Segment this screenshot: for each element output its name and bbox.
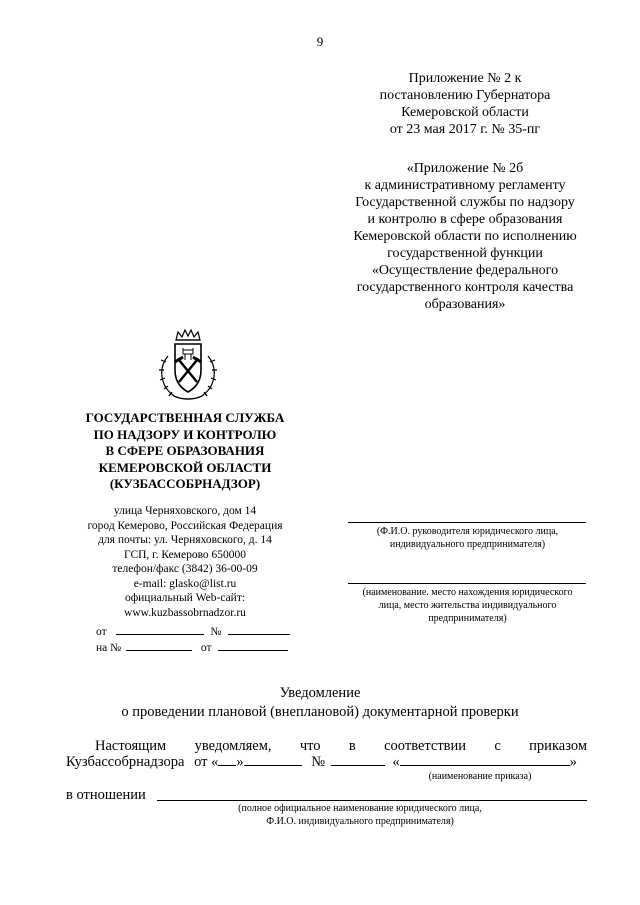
reference-date-field[interactable] [218, 639, 288, 651]
relation-subject-field[interactable] [157, 800, 587, 801]
address-line: официальный Web-сайт: [124, 592, 246, 604]
recipient-name-caption [340, 525, 595, 551]
address-line: телефон/факс (3842) 36-00-09 [112, 563, 258, 575]
recipient-address-caption [340, 586, 595, 625]
appendix-2b-line: к административному регламенту [364, 178, 566, 193]
order-date-close: » [236, 754, 244, 770]
date-from-label: от [200, 642, 212, 654]
caption-line: индивидуального предпринимателя) [389, 539, 546, 550]
appendix-header [340, 70, 590, 138]
address-website: www.kuzbassobrnadzor.ru [124, 606, 246, 619]
number-label: № [210, 626, 222, 638]
appendix-2b-line: образования» [424, 297, 506, 312]
notice-subtitle: о проведении плановой (внеплановой) документарной проверки [121, 704, 519, 720]
caption-line: (полное официальное наименование юридического лица, [238, 803, 482, 814]
caption-line: предпринимателя) [428, 613, 507, 624]
appendix-header-line: постановлению Губернатора [379, 88, 551, 103]
caption-line: (Ф.И.О. руководителя юридического лица, [376, 526, 559, 537]
appendix-2b-line: Государственной службы по надзору [355, 195, 575, 210]
appendix-2b-line: и контролю в сфере образования [367, 212, 563, 227]
body-word: в [348, 738, 356, 754]
outgoing-date-number [96, 623, 290, 655]
reference-row [96, 639, 290, 655]
number-field[interactable] [228, 623, 290, 635]
order-month-field[interactable] [244, 754, 302, 766]
address-line: для почты: ул. Черняховского, д. 14 [98, 534, 272, 546]
address-line: город Кемерово, Российская Федерация [87, 519, 283, 532]
organization-name-line: В СФЕРЕ ОБРАЗОВАНИЯ [105, 443, 265, 458]
order-day-field[interactable] [218, 754, 236, 766]
org-short-name: Кузбассобрнадзора [66, 754, 185, 770]
body-word: уведомляем, [194, 738, 272, 754]
date-field[interactable] [116, 623, 204, 635]
appendix-2b-header [330, 160, 600, 313]
notice-body-line-1 [95, 738, 587, 755]
order-name-open: « [392, 754, 400, 770]
notice-body-line-2 [66, 754, 577, 771]
caption-line: лица, место жительства индивидуального [378, 600, 557, 611]
body-word: Настоящим [95, 738, 167, 754]
order-date-open: от « [194, 754, 219, 770]
appendix-header-line: Кемеровской области [401, 105, 529, 120]
appendix-header-line: от 23 мая 2017 г. № 35-пг [389, 122, 541, 137]
appendix-2b-line: «Осуществление федерального [371, 263, 559, 278]
body-word: соответствии [384, 738, 467, 754]
kemerovo-coat-of-arms-icon [148, 326, 228, 406]
notice-title-block [0, 684, 640, 722]
address-line: улица Черняховского, дом 14 [113, 505, 257, 517]
organization-name-line: (КУЗБАССОБРНАДЗОР) [109, 476, 261, 491]
order-name-field[interactable] [400, 754, 570, 766]
order-name-caption: (наименование приказа) [428, 771, 532, 782]
organization-name-line: ГОСУДАРСТВЕННАЯ СЛУЖБА [85, 410, 285, 425]
notice-title: Уведомление [279, 685, 361, 701]
body-word: приказом [529, 738, 587, 754]
organization-name-line: ПО НАДЗОРУ И КОНТРОЛЮ [93, 426, 277, 442]
body-word: с [494, 738, 501, 754]
organization-name [60, 410, 310, 493]
address-line: ГСП, г. Кемерово 650000 [123, 548, 247, 561]
appendix-header-line: Приложение № 2 к [408, 71, 522, 86]
caption-line: (наименование. место нахождения юридического [362, 587, 573, 598]
appendix-2b-line: государственного контроля качества [356, 280, 574, 295]
order-name-close: » [569, 754, 577, 770]
body-word: что [299, 738, 321, 754]
on-number-label: на № [96, 642, 122, 654]
relation-caption [160, 802, 560, 828]
appendix-2b-line: Кемеровской области по исполнению [353, 229, 577, 244]
relation-label: в отношении [66, 787, 146, 803]
recipient-address-field[interactable] [348, 583, 586, 584]
order-number-field[interactable] [331, 754, 385, 766]
recipient-name-field[interactable] [348, 522, 586, 523]
reference-number-field[interactable] [126, 639, 192, 651]
appendix-2b-line: «Приложение № 2б [406, 161, 524, 176]
date-from-label: от [96, 626, 107, 638]
outgoing-date-row [96, 623, 290, 639]
address-email: e-mail: glasko@list.ru [133, 577, 237, 590]
order-number-label: № [311, 754, 326, 770]
appendix-2b-line: государственной функции [387, 246, 543, 261]
organization-address [60, 504, 310, 620]
caption-line: Ф.И.О. индивидуального предпринимателя) [266, 816, 454, 827]
page-number: 9 [316, 34, 324, 49]
organization-name-line: КЕМЕРОВСКОЙ ОБЛАСТИ [98, 459, 272, 475]
